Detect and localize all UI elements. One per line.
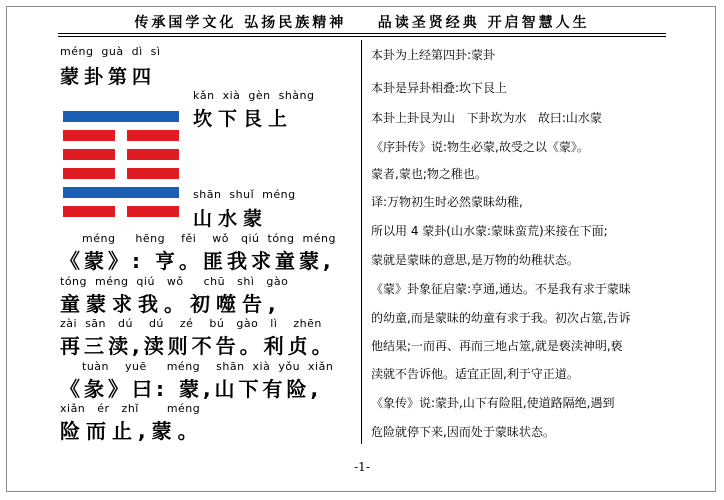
yin-line: [63, 168, 179, 179]
header-rule: [58, 36, 666, 37]
gua-name-pinyin: kǎn xià gèn shàng: [193, 89, 315, 102]
commentary-line: 蒙者,蒙也;物之稚也。: [371, 167, 487, 181]
gua-name: 坎下艮上: [193, 108, 294, 130]
commentary-line: 译:万物初生时必然蒙昧幼稚,: [371, 195, 523, 209]
commentary-line: 蒙就是蒙昧的意思,是万物的幼稚状态。: [371, 253, 579, 267]
line-segment: [63, 130, 115, 141]
line-segment: [127, 206, 179, 217]
commentary-line: 《蒙》卦象征启蒙:亨通,通达。不是我有求于蒙昧: [371, 282, 631, 296]
commentary-line: 渎就不告诉他。适宜正固,利于守正道。: [371, 367, 579, 381]
line-segment: [127, 149, 179, 160]
verse-pinyin: zài sān dú dú zé bú gào lì zhēn: [60, 317, 322, 330]
yang-line: [63, 111, 179, 122]
title-pinyin: méng guà dì sì: [60, 45, 161, 58]
gua-image-name: 山水蒙: [193, 208, 269, 230]
verse-line: 童蒙求我。初噬告,: [60, 292, 282, 316]
chapter-title: 蒙卦第四: [60, 66, 157, 88]
header-rule: [58, 33, 666, 34]
yin-line: [63, 206, 179, 217]
verse-line: 《蒙》: 亨。匪我求童蒙,: [60, 249, 335, 273]
page-header: 传承国学文化 弘扬民族精神 品读圣贤经典 开启智慧人生: [134, 15, 590, 31]
verse-line: 再三渎,渎则不告。利贞。: [60, 334, 336, 358]
verse-line: 险而止,蒙。: [60, 419, 204, 443]
verse-line: 《彖》曰: 蒙,山下有险,: [60, 377, 323, 401]
commentary-line: 的幼童,而是蒙昧的幼童有求于我。初次占筮,告诉: [371, 311, 631, 325]
commentary-line: 他结果;一而再、再而三地占筮,就是亵渎神明,亵: [371, 339, 623, 353]
commentary-line: 《象传》说:蒙卦,山下有险阻,使道路隔绝,遇到: [371, 396, 615, 410]
verse-pinyin: méng hēng fěi wǒ qiú tóng méng: [82, 232, 336, 245]
yang-line: [63, 187, 179, 198]
line-segment: [127, 168, 179, 179]
yin-line: [63, 149, 179, 160]
verse-pinyin: xiǎn ér zhǐ méng: [60, 402, 201, 415]
page-number: -1-: [354, 460, 370, 474]
commentary-line: 所以用 4 蒙卦(山水蒙:蒙昧蛮荒)来接在下面;: [371, 224, 608, 238]
commentary-line: 本卦是异卦相叠:坎下艮上: [371, 81, 508, 95]
line-segment: [63, 111, 179, 122]
verse-pinyin: tuàn yuē méng shān xià yǒu xiǎn: [82, 360, 334, 373]
verse-pinyin: tóng méng qiú wǒ chū shì gào: [60, 275, 289, 288]
commentary-line: 《序卦传》说:物生必蒙,故受之以《蒙》。: [371, 140, 589, 154]
line-segment: [63, 206, 115, 217]
line-segment: [63, 168, 115, 179]
commentary-line: 本卦为上经第四卦:蒙卦: [371, 48, 496, 62]
line-segment: [63, 149, 115, 160]
yin-line: [63, 130, 179, 141]
line-segment: [127, 130, 179, 141]
commentary-line: 危险就停下来,因而处于蒙昧状态。: [371, 425, 555, 439]
commentary-line: 本卦上卦艮为山 下卦坎为水 故曰:山水蒙: [371, 111, 602, 125]
gua-image-pinyin: shān shuǐ méng: [193, 188, 296, 201]
line-segment: [63, 187, 179, 198]
column-divider: [361, 40, 362, 444]
